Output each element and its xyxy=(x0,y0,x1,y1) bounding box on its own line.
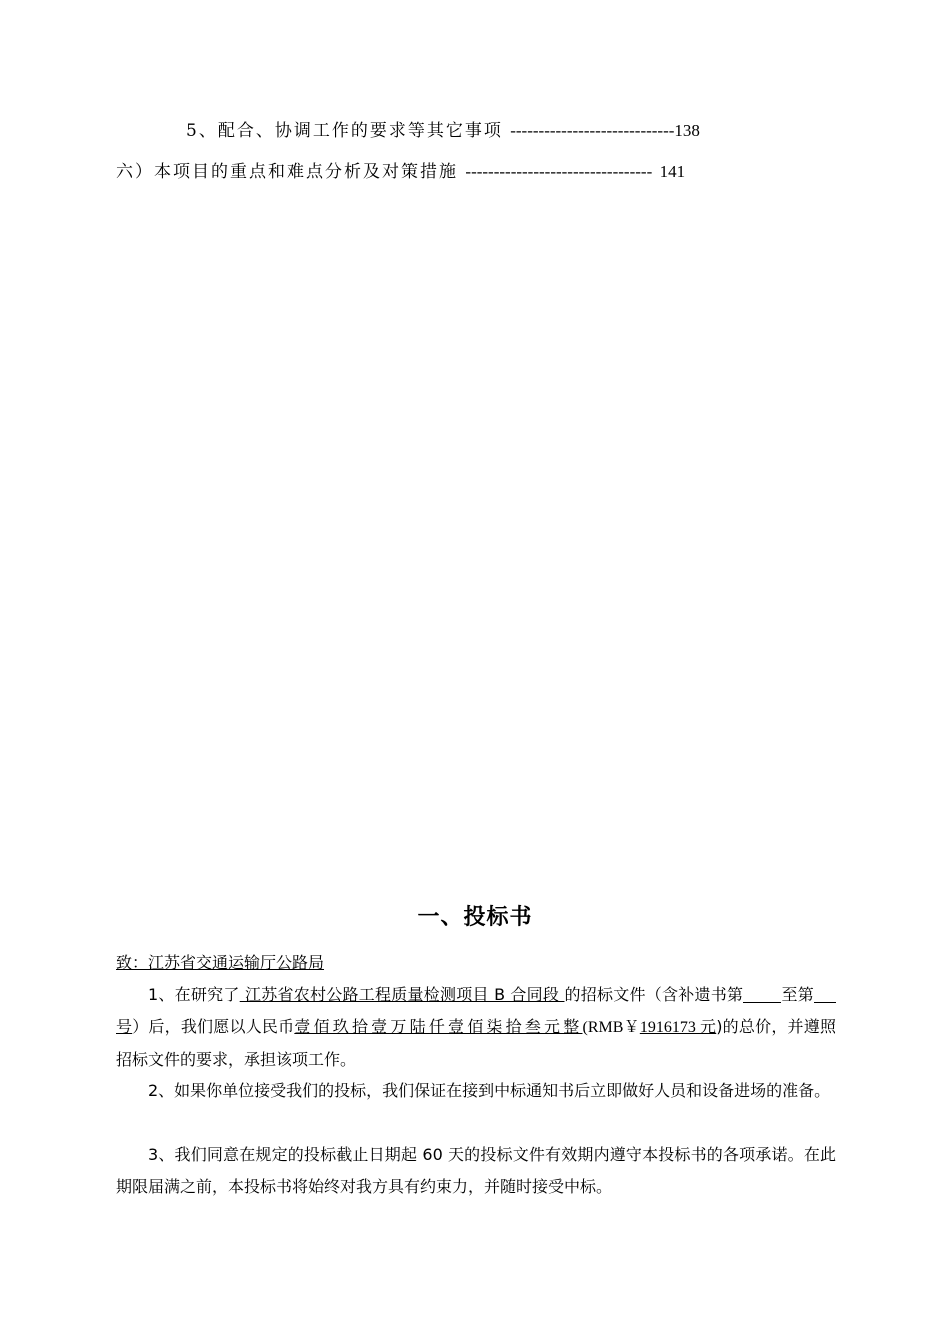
paragraph-3: 3、我们同意在规定的投标截止日期起 60 天的投标文件有效期内遵守本投标书的各项承诺。在此期限届满之前，本投标书将始终对我方具有约束力，并随时接受中标。 xyxy=(116,1145,836,1196)
addendum-from-blank xyxy=(743,984,781,1003)
amount-number: 1916173 元 xyxy=(639,1019,717,1036)
amount-in-words: 壹佰玖拾壹万陆仟壹佰柒拾叁元整 xyxy=(294,1017,583,1036)
toc-page-number: 138 xyxy=(674,121,700,140)
paragraph-2: 2、如果你单位接受我们的投标，我们保证在接到中标通知书后立即做好人员和设备进场的准备。 xyxy=(148,1081,831,1100)
section-heading: 一、投标书 xyxy=(417,905,533,930)
toc-entry-title: 六）本项目的重点和难点分析及对策措施 xyxy=(116,162,458,182)
toc-entry xyxy=(186,116,700,141)
p1-part-d: 号 xyxy=(116,1017,133,1036)
toc-leader-dots: ----------------------------- xyxy=(510,121,675,140)
p1-lead: 1、在研究了 xyxy=(148,985,240,1004)
addendum-to-blank xyxy=(814,984,836,1003)
paragraph-1 xyxy=(116,979,836,1076)
toc-entry-title: 5、配合、协调工作的要求等其它事项 xyxy=(186,121,503,141)
p1-part-b: 的招标文件（含补遗书第 xyxy=(564,985,744,1004)
project-name: 江苏省农村公路工程质量检测项目 B 合同段 xyxy=(239,985,565,1004)
p1-part-e: ）后，我们愿以人民币 xyxy=(132,1017,295,1036)
p1-part-c: 至第 xyxy=(781,985,814,1004)
addressee-line: 致：江苏省交通运输厅公路局 xyxy=(116,953,325,972)
toc-entry xyxy=(116,157,685,182)
toc-page-number: 141 xyxy=(659,162,686,181)
p1-part-g: )的总价，并遵照招标文件的要求，承担该项工作。 xyxy=(116,1017,836,1069)
p1-part-f: (RMB￥ xyxy=(582,1019,640,1036)
toc-leader-dots: --------------------------------- xyxy=(465,162,653,181)
